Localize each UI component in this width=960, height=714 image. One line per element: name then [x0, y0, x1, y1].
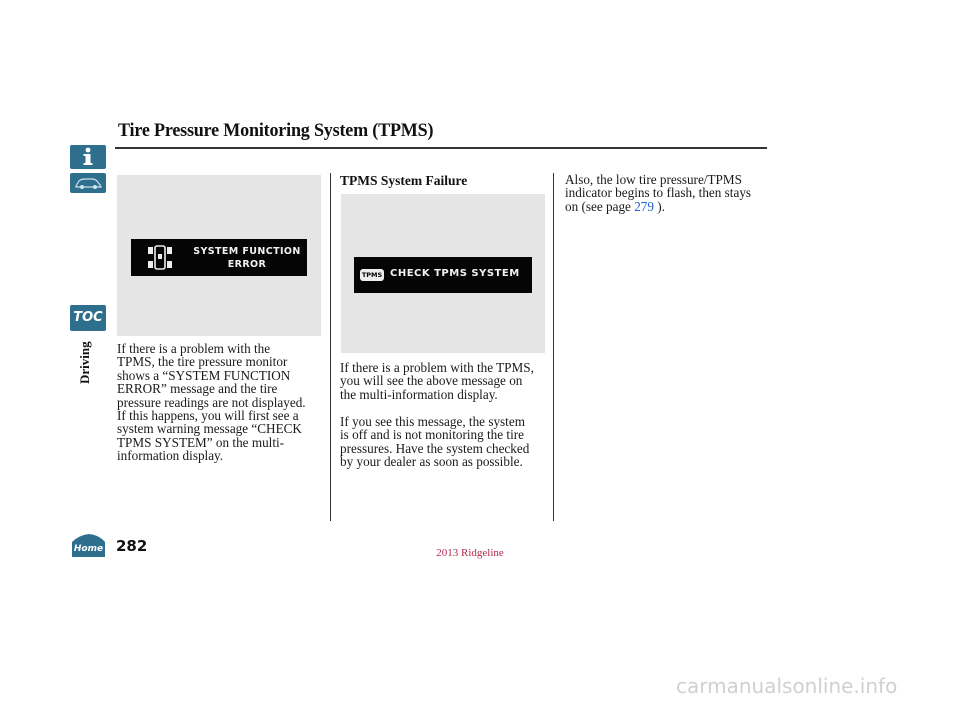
tpms-badge: TPMS: [361, 271, 383, 279]
vehicle-index-button[interactable]: [70, 173, 106, 193]
col2-paragraph-1: If there is a problem with the TPMS, you will see the above message on the multi-information display.: [340, 360, 534, 402]
toc-label: TOC: [73, 310, 103, 325]
page-link-279[interactable]: 279: [634, 198, 654, 214]
tpms-truck-icon: [147, 243, 173, 272]
col3-text-pre: Also, the low tire pressure/TPMS indicator begins to flash, then stays on (see page: [565, 172, 752, 214]
column-divider-1: [330, 173, 331, 521]
check-tpms-system-message: CHECK TPMS SYSTEM: [390, 268, 520, 279]
car-icon: [70, 173, 106, 193]
check-tpms-system-figure: [341, 194, 545, 353]
col3-paragraph: [565, 173, 770, 213]
home-icon: [71, 532, 106, 558]
column-divider-2: [553, 173, 554, 521]
system-function-error-figure: [117, 175, 321, 336]
watermark: carmanualsonline.info: [676, 674, 898, 698]
info-button[interactable]: [70, 145, 106, 169]
page-number: 282: [116, 537, 148, 555]
home-label: Home: [73, 544, 104, 554]
section-tab-driving[interactable]: [74, 322, 94, 382]
page-title: Tire Pressure Monitoring System (TPMS): [118, 120, 434, 141]
col1-paragraph: If there is a problem with the TPMS, the tire pressure monitor shows a “SYSTEM FUNCTION ERROR” message and the tire pressure readings are not displayed. If this happens, you will first see a system warning message “CHECK TPMS SYSTEM” on the multi- information display.: [117, 341, 306, 464]
col3-text-post: ).: [653, 198, 665, 214]
home-button[interactable]: [71, 532, 106, 558]
title-rule: [115, 147, 767, 149]
section-label: Driving: [77, 341, 92, 384]
multi-info-display: [131, 239, 307, 276]
info-icon: [70, 145, 106, 169]
model-footer: 2013 Ridgeline: [436, 547, 504, 559]
system-function-error-message: SYSTEM FUNCTION ERROR: [193, 246, 301, 270]
multi-info-display: [354, 257, 532, 293]
col2-paragraph-2: If you see this message, the system is off and is not monitoring the tire pressures. Have the system checked by your dealer as soon as possible.: [340, 414, 530, 470]
section-heading: TPMS System Failure: [340, 173, 468, 188]
